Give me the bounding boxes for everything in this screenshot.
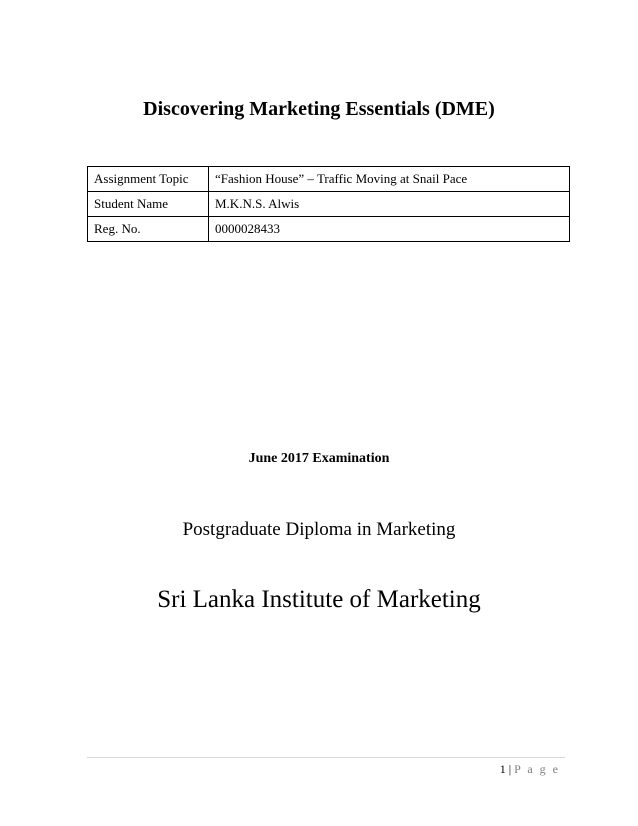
diploma-heading: Postgraduate Diploma in Marketing: [182, 519, 456, 540]
assignment-info-table: [87, 166, 570, 242]
student-name-label: Student Name: [88, 192, 209, 217]
reg-no-label: Reg. No.: [88, 217, 209, 242]
footer-page-word: P a g e: [514, 762, 560, 776]
page-footer: [500, 761, 560, 777]
page-number: 1: [499, 762, 506, 776]
assignment-topic-label: Assignment Topic: [88, 167, 209, 192]
reg-no-value: 0000028433: [209, 217, 570, 242]
table-row: [88, 167, 570, 192]
document-title: Discovering Marketing Essentials (DME): [143, 98, 495, 120]
table-row: [88, 192, 570, 217]
institute-heading: Sri Lanka Institute of Marketing: [157, 586, 481, 613]
table-row: [88, 217, 570, 242]
assignment-topic-value: “Fashion House” – Traffic Moving at Snail Pace: [209, 167, 570, 192]
student-name-value: M.K.N.S. Alwis: [209, 192, 570, 217]
exam-heading: June 2017 Examination: [248, 451, 390, 466]
footer-separator: |: [508, 762, 512, 776]
footer-divider: [87, 757, 565, 758]
